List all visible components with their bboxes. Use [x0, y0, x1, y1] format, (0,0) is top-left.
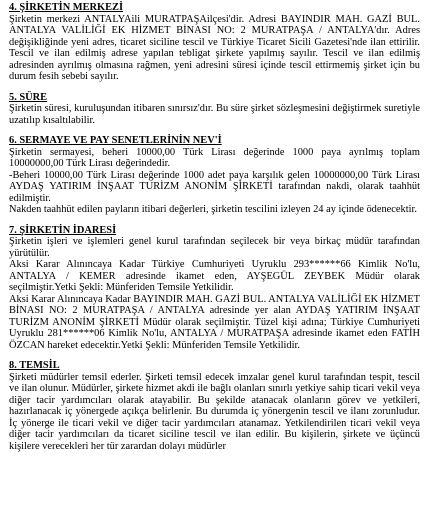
paragraph: Şirketin merkezi ANTALYAili MURATPAŞAilçesi'dir. Adresi BAYINDIR MAH. GAZİ BUL. ANTALYA VALİLİĞİ EK HİZMET BİNASI NO: 2 MURATPAŞA / ANTALYA'dır. Adres değişikliğinde yeni adres, ticaret siciline tescil ve Türkiye Ticaret Sicili Gazetesi'nde ilan ettirilir. Tescil ve ilan edilmiş adrese yapılan tebligat şirkete yapılmış sayılır. Tescil ve ilan edilmiş adresinden ayrılmış olmasına rağmen, yeni adresini süresi içinde tescil ettirmemiş şirket için bu durum fesih sebebi sayılır. — [9, 13, 420, 82]
section-title: 5. SÜRE — [9, 91, 48, 103]
paragraph: Şirketi müdürler temsil ederler. Şirketi temsil edecek imzalar genel kurul tarafından tespit, tescil ve ilan olunur. Müdürler, şirkete hizmet akdi ile bağlı olanları sınırlı yetkiye sahip ticari vekil veya diğer tacir yardımcıları olarak atayabilir. Bu şekilde atanacak olanların görev ve yetkileri, hazırlanacak iç yönergede açıkça belirlenir. Bu durumda iç yönergenin tescil ve ilanı zorunludur. İç yönerge ile ticari vekil ve diğer tacir yardımcıları atanamaz. Yetkilendirilen ticari vekil veya diğer tacir yardımcıları da ticaret siciline tescil ve ilan edilir. Bu kişilerin, şirkete ve üçüncü kişilere verecekleri her tür zarardan dolayı müdürler — [9, 371, 420, 452]
section-temsil — [9, 360, 420, 452]
paragraph: Nakden taahhüt edilen payların itibari değerleri, şirketin tescilini izleyen 24 ay içinde ödenecektir. — [9, 204, 417, 215]
paragraph: Şirketin işleri ve işlemleri genel kurul tarafından seçilecek bir veya birkaç müdür tarafından yürütülür. — [9, 236, 420, 259]
section-title: 6. SERMAYE VE PAY SENETLERİNİN NEV'İ — [9, 135, 222, 146]
section-title: 7. ŞİRKETİN İDARESİ — [9, 224, 117, 236]
paragraph: Aksi Karar Alınıncaya Kadar BAYINDIR MAH. GAZİ BUL. ANTALYA VALİLİĞİ EK HİZMET BİNASI NO: 2 MURATPAŞA / ANTALYA adresinde yer alan AYDAŞ YATIRIM İNŞAAT TURİZM ANONİM ŞİRKETİ Müdür olarak seçilmiştir. Tüzel kişi adına; Türkiye Cumhuriyeti Uyruklu 281******06 Kimlik No'lu, ANTALYA / MURATPAŞA adresinde ikamet eden FATİH ÖZCAN hareket edecektir.Yetki Şekli: Münferiden Temsile Yetkilidir. — [9, 293, 420, 351]
section-merkez — [9, 2, 420, 83]
section-sure — [9, 92, 420, 127]
section-title: 4. ŞİRKETİN MERKEZİ — [9, 2, 124, 13]
section-idare — [9, 225, 420, 352]
paragraph: -Beheri 10000,00 Türk Lirası değerinde 1000 adet paya karşılık gelen 10000000,00 Türk Lirası AYDAŞ YATIRIM İNŞAAT TURİZM ANONİM ŞİRKETİ tarafından nakdi, olarak taahhüt edilmiştir. — [9, 169, 420, 204]
section-title: 8. TEMSİL — [9, 360, 60, 371]
paragraph: Şirketin sermayesi, beheri 10000,00 Türk Lirası değerinde 1000 paya ayrılmış toplam 10000000,00 Türk Lirası değerindedir. — [9, 146, 420, 169]
paragraph: Aksi Karar Alınıncaya Kadar Türkiye Cumhuriyeti Uyruklu 293******66 Kimlik No'lu, ANTALYA / KEMER adresinde ikamet eden, AYŞEGÜL ZEYBEK Müdür olarak seçilmiştir.Yetki Şekli: Münferiden Temsile Yetkilidir. — [9, 259, 420, 293]
section-sermaye — [9, 135, 420, 216]
paragraph: Şirketin süresi, kuruluşundan itibaren sınırsız'dır. Bu süre şirket sözleşmesini değiştirmek suretiyle uzatılıp kısaltılabilir. — [9, 103, 420, 126]
